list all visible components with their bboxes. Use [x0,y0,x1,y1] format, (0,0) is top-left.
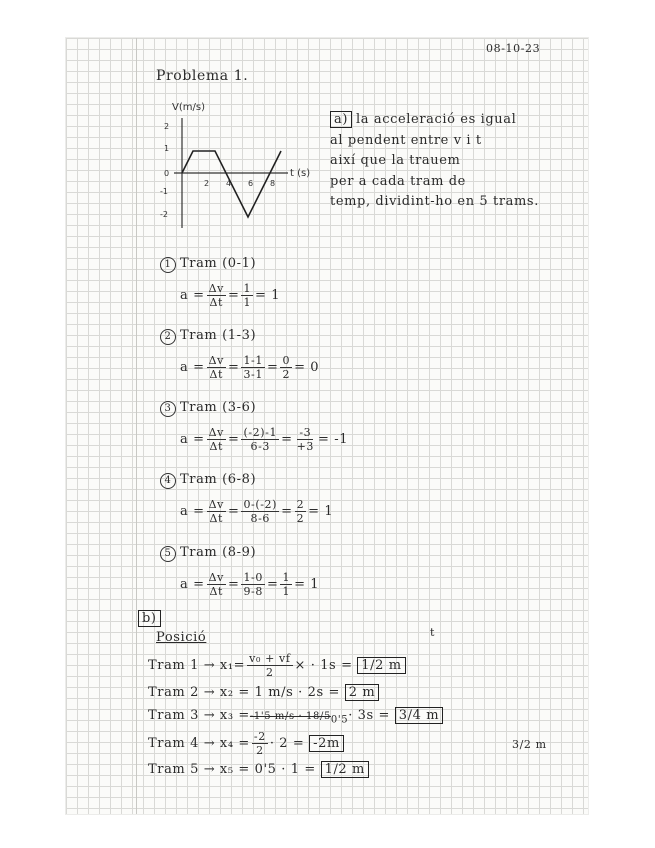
xtick: 6 [248,179,254,188]
eq-lhs: a = [180,577,205,592]
tram-label: Tram (0-1) [180,256,257,271]
ytick: 0 [164,169,170,178]
graph-xlabel: t (s) [290,168,311,179]
eq-sign: = [266,577,279,592]
position-row [148,730,344,757]
eq-sign: = [227,432,240,447]
fraction: $\frac{\text{v₀ + vf}}{2}$ [249,652,291,679]
eq-lhs: a = [180,360,205,375]
eq-sign: = [266,360,279,375]
row-mid: × · 1s = [294,658,353,673]
part-a-line: temp, dividint-ho en 5 trams. [330,194,539,209]
tram-heading [160,545,256,562]
eq-lhs: a = [180,432,205,447]
fraction: $\frac{1}{1}$ [243,282,252,309]
part-a-line: la acceleració es igual [356,112,517,127]
part-a-line: al pendent entre v i t [330,132,482,148]
part-b-heading: Posició [156,630,207,645]
row-prefix: Tram 3 → x₃ = [148,708,250,723]
fraction: $\frac{\Delta v}{\Delta t}$ [208,426,224,453]
tram-heading [160,472,256,489]
crossed-out-work: -1'5 m/s · 18/5 [249,711,331,722]
tram-label: Tram (1-3) [180,328,257,343]
part-a-text [330,110,539,213]
row-prefix: Tram 4 → x₄ = [148,736,250,751]
velocity-line [182,151,281,217]
eq-sign: = [227,288,240,303]
eq-result: = -1 [317,432,349,447]
row-result: 1/2 m [357,657,405,674]
acceleration-equation [180,426,348,453]
fraction: $\frac{\Delta v}{\Delta t}$ [208,282,224,309]
acceleration-equation [180,498,333,525]
fraction: $\frac{-3}{+3}$ [296,426,314,453]
side-note: 3/2 m [512,738,547,751]
graph-ylabel: V(m/s) [172,102,205,113]
acceleration-equation [180,282,280,309]
fraction: $\frac{0-(-2)}{8-6}$ [243,498,278,525]
ytick: 1 [164,144,170,153]
fraction: $\frac{0}{2}$ [282,354,291,381]
eq-result: = 1 [308,504,334,519]
position-row [148,762,369,777]
fraction: $\frac{(-2)-1}{6-3}$ [243,426,278,453]
row-prefix: Tram 1 → x₁= [148,658,246,673]
ytick: -1 [160,187,168,196]
xtick: 4 [226,179,232,188]
fraction: $\frac{\Delta v}{\Delta t}$ [208,498,224,525]
eq-sign: = [227,577,240,592]
tram-label: Tram (6-8) [180,472,257,487]
fraction: $\frac{\Delta v}{\Delta t}$ [208,571,224,598]
row-prefix: Tram 2 → x₂ = 1 m/s · 2s = [148,685,340,700]
tram-heading [160,400,256,417]
position-row [148,708,443,726]
part-a-line: per a cada tram de [330,173,466,189]
fraction: $\frac{2}{2}$ [296,498,305,525]
eq-lhs: a = [180,504,205,519]
part-a-line: així que la trauem [330,153,461,168]
row-result: 2 m [345,684,380,701]
fraction: $\frac{\Delta v}{\Delta t}$ [208,354,224,381]
eq-sign: = [227,360,240,375]
tram-heading [160,328,256,345]
tram-number: 5 [160,546,176,562]
fraction: $\frac{-2}{2}$ [253,730,266,757]
tram-heading [160,256,256,273]
eq-lhs: a = [180,288,205,303]
acceleration-equation [180,354,319,381]
row-result: -2m [309,735,344,752]
eq-result: = 0 [294,360,320,375]
ytick: 2 [164,122,170,131]
velocity-time-graph [152,96,322,236]
fraction: $\frac{1-0}{9-8}$ [243,571,263,598]
row-note: 0'5 [330,714,349,726]
fraction: $\frac{1-1}{3-1}$ [243,354,263,381]
acceleration-equation [180,571,319,598]
tram-number: 1 [160,257,176,273]
row-result: 1/2 m [321,761,369,778]
date: 08-10-23 [486,42,541,55]
ytick: -2 [160,210,168,219]
eq-sign: = [281,504,293,519]
part-a-label: a) [330,111,352,128]
position-row [148,652,406,679]
row-result: 3/4 m [395,707,443,724]
row-mid: · 3s = [348,708,391,723]
tram-number: 2 [160,329,176,345]
fraction: $\frac{1}{1}$ [282,571,291,598]
tram-number: 3 [160,401,176,417]
row-mid: · 2 = [269,736,305,751]
eq-result: = 1 [294,577,320,592]
tram-number: 4 [160,473,176,489]
xtick: 8 [270,179,276,188]
eq-result: = 1 [255,288,281,303]
tram-label: Tram (8-9) [180,545,257,560]
row-prefix: Tram 5 → x₅ = 0'5 · 1 = [148,762,316,777]
xtick: 2 [204,179,210,188]
part-b-label: b) [138,610,161,627]
time-note: t [430,626,436,639]
margin-line [136,38,137,814]
position-row [148,685,379,700]
eq-sign: = [227,504,240,519]
tram-label: Tram (3-6) [180,400,257,415]
y-ticks [160,122,169,219]
page-title: Problema 1. [156,68,249,84]
eq-sign: = [281,432,293,447]
